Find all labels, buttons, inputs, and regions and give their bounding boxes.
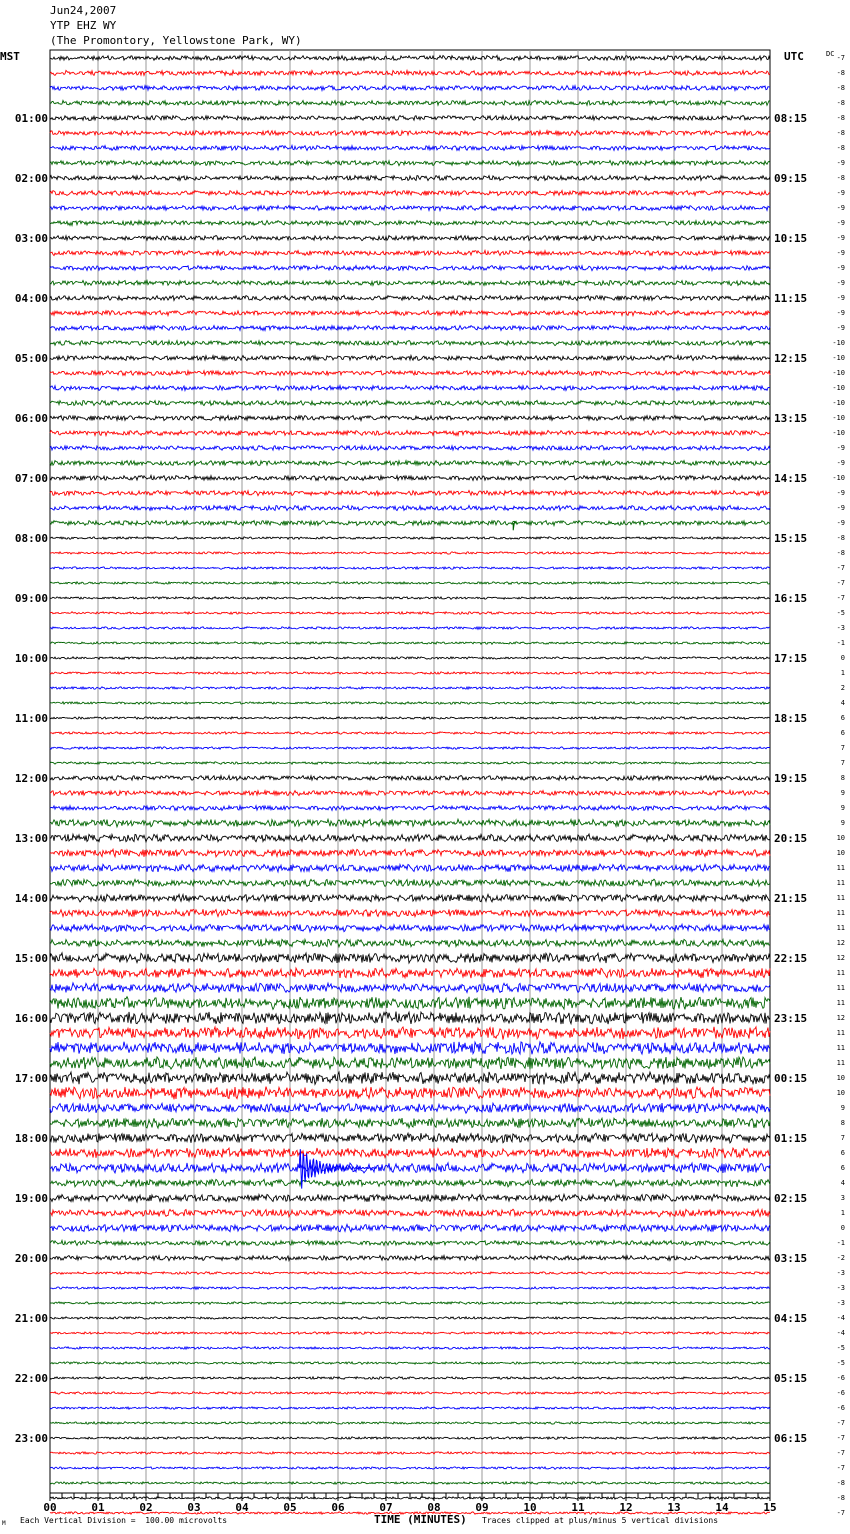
dc-offset-label: -9 (836, 309, 845, 317)
trace-line (50, 567, 770, 570)
trace-line (50, 250, 770, 255)
x-tick-label: 15 (763, 1501, 777, 1514)
trace-line (50, 206, 770, 211)
hour-label-left: 09:00 (14, 592, 48, 605)
dc-offset-label: -9 (836, 459, 845, 467)
trace-line (50, 642, 770, 645)
dc-offset-label: -7 (836, 1449, 845, 1457)
dc-offset-label: -2 (836, 1254, 845, 1262)
trace-line (50, 131, 770, 136)
x-tick-label: 09 (475, 1501, 489, 1514)
trace-line (50, 1057, 770, 1070)
x-tick-label: 10 (523, 1501, 537, 1514)
dc-offset-label: 11 (836, 909, 845, 917)
trace-line (50, 1287, 770, 1290)
scale-note: Each Vertical Division = 100.00 microvolts (20, 1516, 228, 1525)
dc-offset-label: -8 (836, 129, 845, 137)
trace-line (50, 1452, 770, 1455)
trace-line (50, 1482, 770, 1485)
dc-offset-label: -7 (836, 1419, 845, 1427)
trace-line (50, 537, 770, 540)
trace-line (50, 1042, 770, 1055)
hour-label-left: 06:00 (14, 412, 48, 425)
hour-label-right: 01:15 (774, 1132, 808, 1145)
x-tick-label: 00 (43, 1501, 57, 1514)
trace-line (50, 968, 770, 978)
dc-offset-label: -8 (836, 144, 845, 152)
dc-offset-label: -7 (836, 1434, 845, 1442)
trace-line (50, 1362, 770, 1365)
dc-offset-label: -9 (836, 234, 845, 242)
trace-line (50, 1332, 770, 1335)
trace-line (50, 747, 770, 750)
dc-offset-label: -5 (836, 1344, 845, 1352)
trace-line (50, 1027, 770, 1040)
dc-offset-label: -9 (836, 489, 845, 497)
hour-label-right: 03:15 (774, 1252, 808, 1265)
dc-offset-label: -8 (836, 84, 845, 92)
trace-line (50, 1148, 770, 1158)
trace-line (50, 431, 770, 436)
x-tick-label: 04 (235, 1501, 249, 1514)
hour-label-left: 20:00 (14, 1252, 48, 1265)
dc-offset-label: 6 (840, 714, 845, 722)
trace-line (50, 1072, 770, 1085)
trace-line (50, 997, 770, 1010)
hour-label-left: 08:00 (14, 532, 48, 545)
trace-line (50, 702, 770, 705)
trace-line (50, 371, 770, 376)
trace-line (50, 446, 770, 451)
trace-line (50, 627, 770, 630)
header-location: (The Promontory, Yellowstone Park, WY) (50, 34, 302, 47)
left-timezone-label: MST (0, 50, 20, 63)
trace-line (50, 582, 770, 585)
hour-label-right: 21:15 (774, 892, 808, 905)
dc-offset-label: 8 (840, 774, 845, 782)
dc-offset-label: -10 (832, 429, 845, 437)
dc-offset-label: -9 (836, 279, 845, 287)
hour-label-left: 03:00 (14, 232, 48, 245)
dc-offset-label: -10 (832, 369, 845, 377)
trace-line (50, 894, 770, 902)
trace-line (50, 1209, 770, 1217)
hour-label-right: 05:15 (774, 1372, 808, 1385)
trace-line (50, 281, 770, 286)
hour-label-right: 15:15 (774, 532, 808, 545)
trace-line (50, 672, 770, 675)
trace-line (50, 909, 770, 916)
trace-group (50, 56, 770, 1515)
hour-label-left: 19:00 (14, 1192, 48, 1205)
trace-line (50, 612, 770, 615)
x-tick-label: 13 (667, 1501, 681, 1514)
trace-line (50, 1133, 770, 1143)
dc-offset-label: 9 (840, 804, 845, 812)
hour-label-left: 15:00 (14, 952, 48, 965)
dc-offset-label: 12 (836, 1014, 845, 1022)
trace-line (50, 505, 770, 510)
hour-label-left: 04:00 (14, 292, 48, 305)
trace-line (50, 236, 770, 241)
dc-offset-label: -8 (836, 69, 845, 77)
hour-label-right: 06:15 (774, 1432, 808, 1445)
clip-note: Traces clipped at plus/minus 5 vertical divisions (482, 1516, 719, 1525)
trace-line (50, 521, 770, 526)
trace-line (50, 355, 770, 360)
trace-line (50, 1087, 770, 1100)
trace-line (50, 1347, 770, 1350)
hour-label-left: 07:00 (14, 472, 48, 485)
dc-offset-label: -9 (836, 444, 845, 452)
trace-line (50, 1179, 770, 1187)
dc-offset-label: 4 (840, 1179, 845, 1187)
trace-line (50, 1163, 770, 1173)
hour-label-right: 00:15 (774, 1072, 808, 1085)
dc-offset-label: -8 (836, 534, 845, 542)
dc-offset-label: -10 (832, 339, 845, 347)
hour-label-right: 20:15 (774, 832, 808, 845)
header-date: Jun24,2007 (50, 4, 117, 17)
header-station: YTP EHZ WY (50, 19, 117, 32)
dc-offset-label: 11 (836, 924, 845, 932)
dc-offset-label: 11 (836, 879, 845, 887)
dc-offset-label: -10 (832, 399, 845, 407)
hour-label-right: 16:15 (774, 592, 808, 605)
trace-line (50, 1437, 770, 1440)
trace-line (50, 1103, 770, 1113)
trace-line (50, 1272, 770, 1275)
dc-offset-label: 6 (840, 1149, 845, 1157)
trace-line (50, 924, 770, 932)
dc-offset-label: -8 (836, 99, 845, 107)
trace-line (50, 295, 770, 300)
trace-line (50, 1240, 770, 1245)
dc-offset-label: -8 (836, 1479, 845, 1487)
dc-offset-label: -9 (836, 324, 845, 332)
dc-offset-label: -10 (832, 354, 845, 362)
hour-label-left: 02:00 (14, 172, 48, 185)
dc-offset-label: 11 (836, 1029, 845, 1037)
dc-offset-label: 7 (840, 759, 845, 767)
trace-line (50, 687, 770, 690)
hour-label-left: 05:00 (14, 352, 48, 365)
trace-line (50, 657, 770, 660)
dc-offset-label: -4 (836, 1329, 845, 1337)
dc-offset-label: -7 (836, 54, 845, 62)
trace-line (50, 400, 770, 405)
trace-line (50, 939, 770, 947)
trace-line (50, 864, 770, 872)
dc-offset-label: 0 (840, 1224, 845, 1232)
dc-offset-label: 4 (840, 699, 845, 707)
trace-line (50, 416, 770, 421)
trace-line (50, 161, 770, 166)
x-tick-label: 02 (139, 1501, 153, 1514)
dc-offset-label: -5 (836, 1359, 845, 1367)
trace-line (50, 1407, 770, 1410)
dc-offset-label: -9 (836, 264, 845, 272)
x-tick-label: 14 (715, 1501, 729, 1514)
dc-offset-label: -7 (836, 1464, 845, 1472)
dc-offset-label: 8 (840, 1119, 845, 1127)
dc-offset-label: -6 (836, 1374, 845, 1382)
dc-offset-label: -6 (836, 1389, 845, 1397)
x-tick-label: 01 (91, 1501, 105, 1514)
hour-label-right: 04:15 (774, 1312, 808, 1325)
dc-offset-label: 0 (840, 654, 845, 662)
trace-line (50, 849, 770, 857)
hour-label-right: 12:15 (774, 352, 808, 365)
trace-line (50, 221, 770, 226)
hour-label-right: 11:15 (774, 292, 808, 305)
dc-label: DC (826, 50, 835, 58)
dc-offset-label: -8 (836, 1494, 845, 1502)
dc-offset-label: -4 (836, 1314, 845, 1322)
dc-offset-label: 12 (836, 954, 845, 962)
x-tick-label: 05 (283, 1501, 297, 1514)
hour-label-right: 14:15 (774, 472, 808, 485)
dc-offset-label: -9 (836, 204, 845, 212)
hour-label-right: 17:15 (774, 652, 808, 665)
trace-line (50, 176, 770, 181)
dc-offset-label: 10 (836, 834, 845, 842)
dc-offset-label: -8 (836, 549, 845, 557)
dc-offset-label: -9 (836, 504, 845, 512)
dc-offset-label: 7 (840, 744, 845, 752)
x-tick-label: 03 (187, 1501, 201, 1514)
dc-offset-label: -9 (836, 249, 845, 257)
trace-line (50, 1256, 770, 1261)
dc-offset-label: 11 (836, 1044, 845, 1052)
dc-offset-label: -5 (836, 609, 845, 617)
trace-line (50, 790, 770, 795)
hour-label-left: 23:00 (14, 1432, 48, 1445)
x-tick-label: 11 (571, 1501, 585, 1514)
dc-offset-label: -9 (836, 189, 845, 197)
dc-offset-label: 3 (840, 1194, 845, 1202)
trace-line (50, 190, 770, 195)
hour-label-left: 01:00 (14, 112, 48, 125)
hour-label-right: 02:15 (774, 1192, 808, 1205)
dc-offset-label: -1 (836, 1239, 845, 1247)
dc-offset-label: -9 (836, 219, 845, 227)
trace-line (50, 732, 770, 735)
trace-line (50, 1012, 770, 1025)
trace-line (50, 1377, 770, 1380)
dc-offset-label: -3 (836, 1299, 845, 1307)
dc-offset-label: 9 (840, 1104, 845, 1112)
trace-line (50, 1302, 770, 1305)
hour-label-right: 18:15 (774, 712, 808, 725)
dc-offset-label: -1 (836, 639, 845, 647)
right-timezone-label: UTC (784, 50, 804, 63)
dc-offset-label: 9 (840, 789, 845, 797)
hour-label-right: 19:15 (774, 772, 808, 785)
trace-line (50, 1392, 770, 1395)
hour-label-left: 10:00 (14, 652, 48, 665)
x-tick-label: 06 (331, 1501, 345, 1514)
dc-offset-label: -10 (832, 384, 845, 392)
hour-label-right: 13:15 (774, 412, 808, 425)
hour-label-left: 18:00 (14, 1132, 48, 1145)
dc-offset-label: -10 (832, 474, 845, 482)
dc-offset-label: 11 (836, 864, 845, 872)
dc-offset-label: -9 (836, 294, 845, 302)
trace-line (50, 879, 770, 886)
trace-line (50, 341, 770, 346)
dc-offset-label: -10 (832, 414, 845, 422)
dc-offset-label: 10 (836, 1074, 845, 1082)
hour-label-left: 16:00 (14, 1012, 48, 1025)
dc-offset-label: 7 (840, 1134, 845, 1142)
trace-line (50, 1118, 770, 1128)
trace-line (50, 1194, 770, 1202)
trace-line (50, 597, 770, 600)
dc-offset-label: 11 (836, 969, 845, 977)
trace-line (50, 266, 770, 271)
trace-line (50, 326, 770, 331)
dc-offset-label: -3 (836, 1269, 845, 1277)
dc-offset-label: -6 (836, 1404, 845, 1412)
dc-offset-label: 9 (840, 819, 845, 827)
trace-line (50, 70, 770, 75)
trace-line (50, 762, 770, 765)
hour-label-right: 22:15 (774, 952, 808, 965)
dc-offset-label: 6 (840, 1164, 845, 1172)
trace-line (50, 386, 770, 391)
dc-offset-label: 11 (836, 894, 845, 902)
hour-label-right: 23:15 (774, 1012, 808, 1025)
x-axis (43, 1493, 776, 1514)
dc-offset-label: -7 (836, 594, 845, 602)
dc-offset-label: -3 (836, 1284, 845, 1292)
trace-line (50, 86, 770, 91)
hour-label-right: 10:15 (774, 232, 808, 245)
dc-offset-label: -3 (836, 624, 845, 632)
dc-offset-label: 1 (840, 669, 845, 677)
trace-line (50, 101, 770, 106)
trace-line (50, 806, 770, 811)
trace-line (50, 776, 770, 781)
dc-offset-label: -7 (836, 1509, 845, 1517)
hour-label-left: 12:00 (14, 772, 48, 785)
hour-label-left: 14:00 (14, 892, 48, 905)
dc-offset-label: -7 (836, 564, 845, 572)
dc-offset-label: -8 (836, 114, 845, 122)
trace-line (50, 1224, 770, 1232)
dc-offset-label: 11 (836, 984, 845, 992)
dc-offset-label: -7 (836, 579, 845, 587)
dc-offset-label: 11 (836, 999, 845, 1007)
dc-offset-label: -9 (836, 519, 845, 527)
trace-line (50, 953, 770, 963)
dc-offset-label: 10 (836, 1089, 845, 1097)
trace-line (50, 819, 770, 827)
hour-label-right: 08:15 (774, 112, 808, 125)
dc-offset-label: -8 (836, 174, 845, 182)
trace-line (50, 56, 770, 61)
dc-offset-label: 2 (840, 684, 845, 692)
x-tick-label: 12 (619, 1501, 633, 1514)
hour-label-left: 21:00 (14, 1312, 48, 1325)
dc-offset-label: 1 (840, 1209, 845, 1217)
dc-offset-label: 10 (836, 849, 845, 857)
trace-line (50, 1422, 770, 1425)
dc-offset-label: 12 (836, 939, 845, 947)
x-tick-label: 07 (379, 1501, 393, 1514)
x-tick-label: 08 (427, 1501, 441, 1514)
hour-label-left: 22:00 (14, 1372, 48, 1385)
trace-line (50, 461, 770, 466)
dc-offset-label: 6 (840, 729, 845, 737)
trace-line (50, 491, 770, 496)
trace-line (50, 834, 770, 842)
trace-line (50, 983, 770, 993)
trace-line (50, 475, 770, 480)
trace-line (50, 1467, 770, 1470)
trace-line (50, 1317, 770, 1320)
hour-label-left: 13:00 (14, 832, 48, 845)
dc-offset-label: 11 (836, 1059, 845, 1067)
dc-offset-label: -9 (836, 159, 845, 167)
x-axis-title: TIME (MINUTES) (374, 1513, 467, 1526)
hour-label-right: 09:15 (774, 172, 808, 185)
trace-line (50, 717, 770, 720)
hour-label-left: 17:00 (14, 1072, 48, 1085)
trace-line (50, 116, 770, 121)
hour-label-left: 11:00 (14, 712, 48, 725)
trace-line (50, 552, 770, 554)
trace-line (50, 145, 770, 150)
hour-labels (15, 54, 845, 1517)
trace-line (50, 311, 770, 316)
corner-mark: M (2, 1520, 6, 1527)
